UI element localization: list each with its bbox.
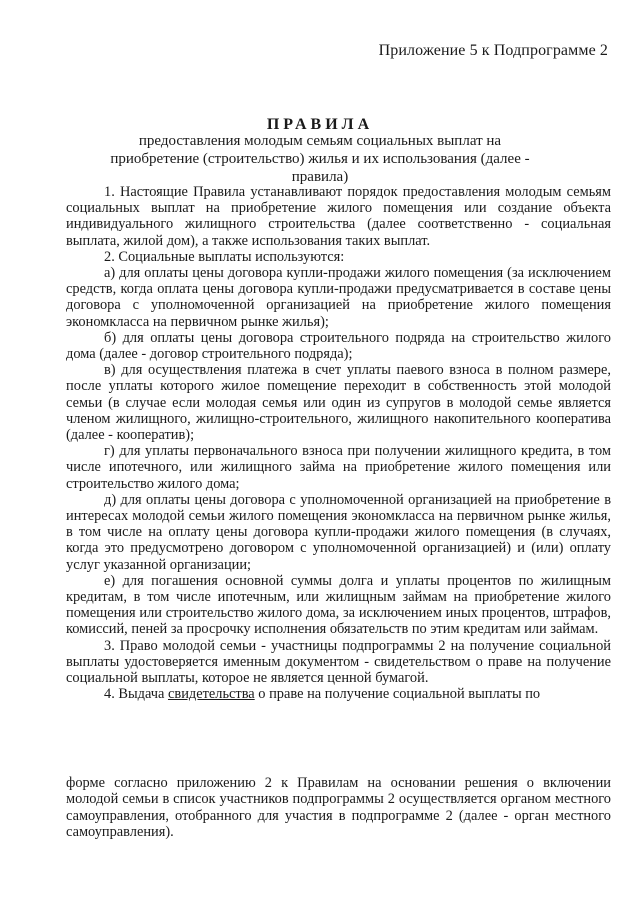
paragraph-2: 2. Социальные выплаты используются: — [104, 248, 345, 265]
paragraph-2g: г) для уплаты первоначального взноса при получении жилищного кредита, в том числе ипотечного, или жилищного займа на приобретение жилого помещения или строительство жилого дома; — [66, 443, 611, 492]
certificate-term: свидетельства — [168, 686, 255, 703]
paragraph-2d: д) для оплаты цены договора с уполномоченной организацией на приобретение в интересах молодой семьи жилого помещения экономкласса на первичном рынке жилья, в том числе на оплату цены договора купли-продажи жилого помещения (в случаях, когда это предусмотрено договором с уполномоченной организацией) и (или) оплату услуг указанной организации; — [66, 491, 611, 573]
document-body — [66, 184, 611, 703]
paragraph-4-end: о праве на получение социальной выплаты по — [254, 686, 541, 703]
paragraph-2a: а) для оплаты цены договора купли-продажи жилого помещения (за исключением средств, когда оплата цены договора купли-продажи предусматривается в составе цены договора с уполномоченной организацией на приобретение жилого помещения экономкласса на первичном рынке жилья); — [66, 265, 611, 330]
paragraph-1: 1. Настоящие Правила устанавливают порядок предоставления молодым семьям социальных выплат на приобретение жилого помещения или создание объекта индивидуального жилищного строительства (далее соответственно - социальная выплата, жилой дом), а также использования таких выплат. — [66, 184, 611, 249]
document-title: ПРАВИЛА — [266, 116, 374, 133]
appendix-reference: Приложение 5 к Подпрограмме 2 — [378, 42, 608, 59]
document-subtitle: предоставления молодым семьям социальных выплат на приобретение (строительство) жилья и их использования (далее - правила) — [110, 133, 530, 185]
paragraph-4-continuation: форме согласно приложению 2 к Правилам на основании решения о включении молодой семьи в список участников подпрограммы 2 осуществляется органом местного самоуправления, отобранного для участия в подпрограмме 2 (далее - орган местного самоуправления). — [66, 775, 611, 841]
paragraph-3: 3. Право молодой семьи - участницы подпрограммы 2 на получение социальной выплаты удостоверяется именным документом - свидетельством о праве на получение социальной выплаты, которое не является ценной бумагой. — [66, 637, 611, 687]
paragraph-2v: в) для осуществления платежа в счет уплаты паевого взноса в полном размере, после уплаты которого жилое помещение переходит в собственность этой молодой семьи (в случае если молодая семья или один из супругов в молодой семье является членом жилищного, жилищно-строительного, жилищного накопительного кооператива (далее - кооператив); — [66, 362, 611, 444]
paragraph-2b: б) для оплаты цены договора строительного подряда на строительство жилого дома (далее - договор строительного подряда); — [66, 329, 611, 363]
paragraph-4 — [66, 686, 611, 702]
paragraph-2e: е) для погашения основной суммы долга и уплаты процентов по жилищным кредитам, в том числе ипотечным, или жилищным займам на приобретение жилого помещения или строительство жилого дома, за исключением иных процентов, штрафов, комиссий, пеней за просрочку исполнения обязательств по этим кредитам или займам. — [66, 572, 611, 638]
paragraph-4-start: 4. Выдача — [104, 686, 169, 703]
